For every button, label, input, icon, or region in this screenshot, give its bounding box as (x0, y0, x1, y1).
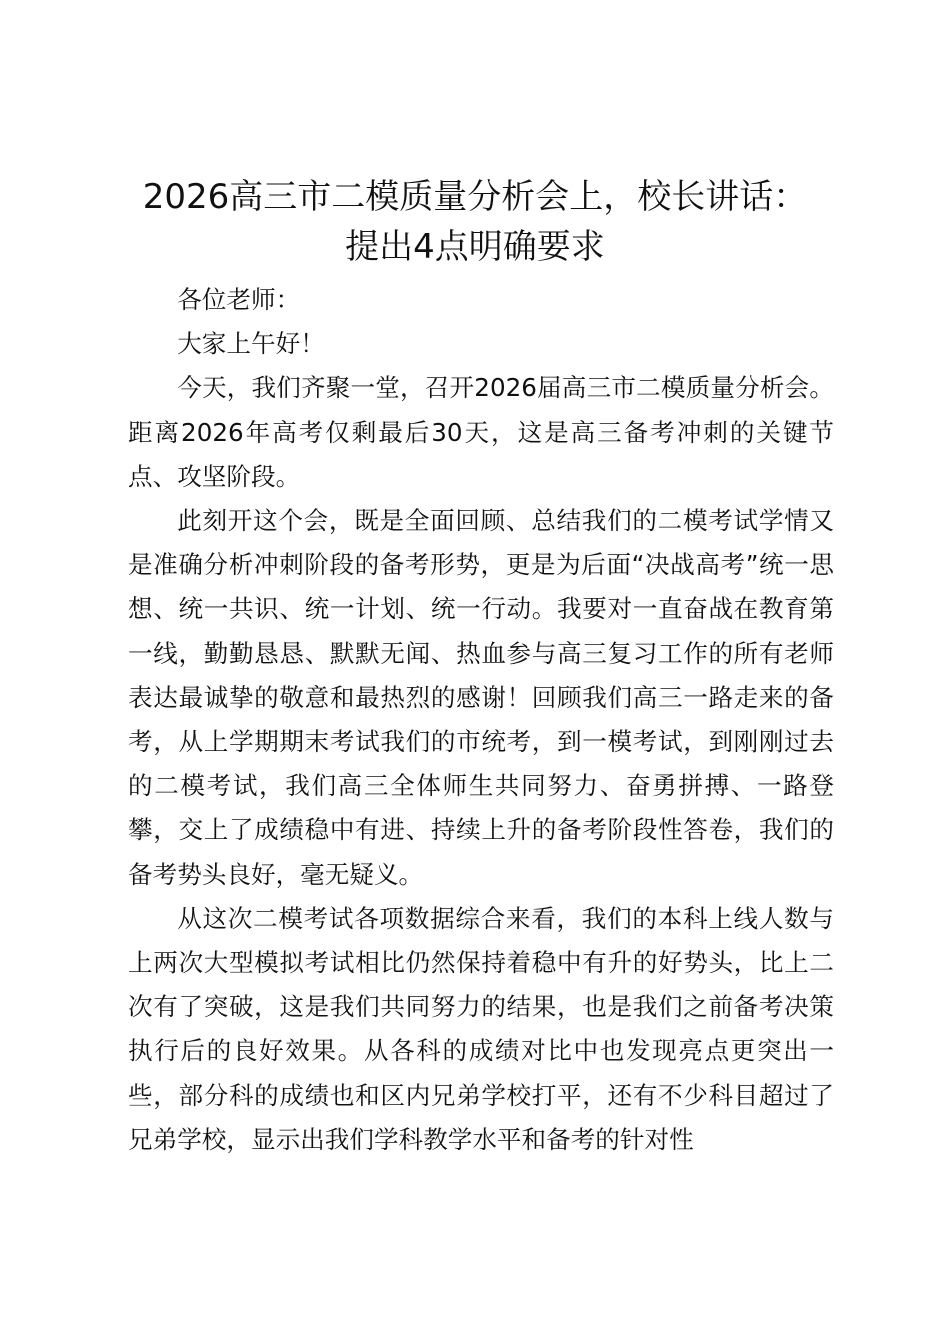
paragraph: 此刻开这个会，既是全面回顾、总结我们的二模考试学情又是准确分析冲刺阶段的备考形势，更是为后面“决战高考”统一思想、统一共识、统一计划、统一行动。我要对一直奋战在教育第一线，勤勤恳恳、默默无闻、热血参与高三复习工作的所有老师表达最诚挚的敬意和最热烈的感谢！回顾我们高三一路走来的备考，从上学期期末考试我们的市统考，到一模考试，到刚刚过去的二模考试，我们高三全体师生共同努力、奋勇拼搏、一路登攀，交上了成绩稳中有进、持续上升的备考阶段性答卷，我们的备考势头良好，毫无疑义。 (128, 506, 834, 889)
salutation: 各位老师： (177, 285, 301, 314)
title-line-2: 提出4点明确要求 (345, 227, 605, 267)
document-body (128, 278, 834, 1162)
paragraph: 今天，我们齐聚一堂，召开2026届高三市二模质量分析会。距离2026年高考仅剩最后30天，这是高三备考冲刺的关键节点、攻坚阶段。 (128, 373, 834, 491)
greeting: 大家上午好！ (177, 329, 325, 359)
document-title (100, 172, 850, 272)
paragraph: 从这次二模考试各项数据综合来看，我们的本科上线人数与上两次大型模拟考试相比仍然保持着稳中有升的好势头，比上二次有了突破，这是我们共同努力的结果，也是我们之前备考决策执行后的良好效果。从各科的成绩对比中也发现亮点更突出一些，部分科的成绩也和区内兄弟学校打平，还有不少科目超过了兄弟学校，显示出我们学科教学水平和备考的针对性 (128, 903, 834, 1154)
title-line-1: 2026高三市二模质量分析会上，校长讲话： (142, 177, 808, 217)
